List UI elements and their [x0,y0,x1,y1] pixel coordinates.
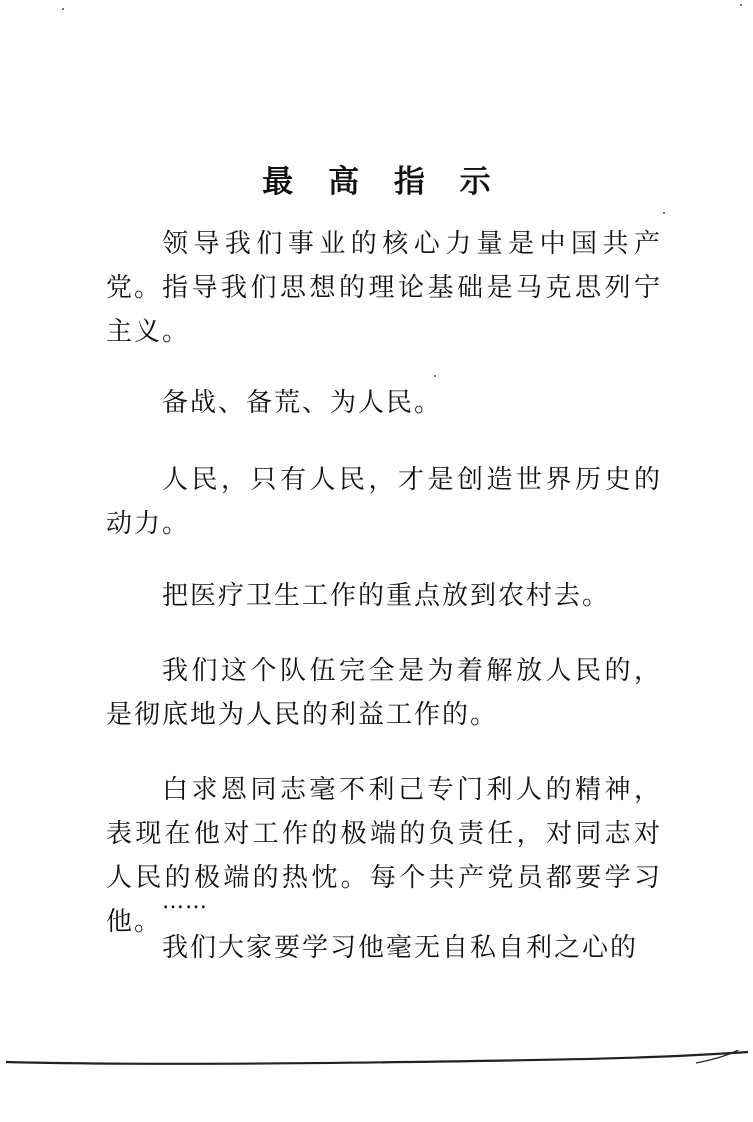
scan-speck [663,212,665,214]
bottom-rule [6,1050,748,1074]
paragraph-1: 领导我们事业的核心力量是中国共产党。 [106,229,662,303]
scan-speck [62,8,64,10]
paragraph-4: 人民，只有人民，才是创造世界历史的动力。 [106,465,662,539]
scan-speck [740,4,742,6]
paragraph-8: 我们大家要学习他毫无自私自利之心的 [162,933,639,963]
page-title: 最 高 指 示 [262,164,503,200]
scan-speck [434,375,436,377]
paragraph-3: 备战、备荒、为人民。 [162,388,443,418]
paragraph-5: 把医疗卫生工作的重点放到农村去。 [162,581,611,611]
paragraph-2: 指导我们思想的理论基础是马克思列宁主义。 [106,273,662,347]
paragraph-7: 白求恩同志毫不利己专门利人的精神，表现在他对工作的极端的负责任，对同志对人民的极端的热忱。每个共产党员都要学习他。 [106,775,662,937]
paragraph-6: 我们这个队伍完全是为着解放人民的，是彻底地为人民的利益工作的。 [106,656,662,730]
ellipsis: …… [162,889,208,914]
